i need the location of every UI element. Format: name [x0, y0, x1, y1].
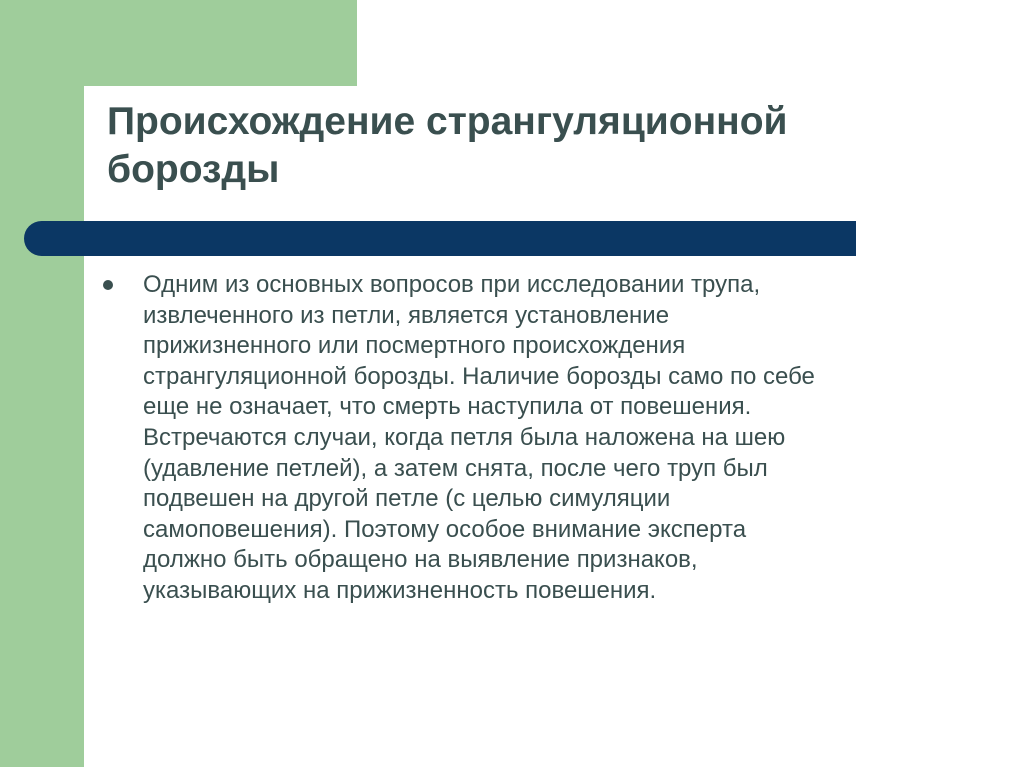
- slide-title-line-2: борозды: [107, 148, 280, 191]
- green-accent-left: [0, 0, 84, 767]
- bullet-line: должно быть обращено на выявление признаков,: [143, 546, 698, 574]
- bullet-line: Одним из основных вопросов при исследовании трупа,: [143, 271, 761, 298]
- title-divider-bar: [24, 221, 856, 256]
- bullet-line: извлеченного из петли, является установление: [143, 301, 670, 329]
- slide-title-line-1: Происхождение странгуляционной: [107, 100, 788, 143]
- bullet-line: указывающих на прижизненность повешения.: [143, 576, 657, 604]
- bullet-line: Встречаются случаи, когда петля была наложена на шею: [143, 423, 786, 451]
- bullet-line: самоповешения). Поэтому особое внимание эксперта: [143, 515, 747, 543]
- bullet-line: подвешен на другой петле (с целью симуляции: [143, 485, 671, 513]
- bullet-line: прижизненного или посмертного происхождения: [143, 332, 686, 360]
- bullet-line: (удавление петлей), а затем снята, после чего труп был: [143, 454, 768, 482]
- bullet-dot-icon: [103, 280, 113, 290]
- bullet-line: еще не означает, что смерть наступила от повешения.: [143, 393, 752, 421]
- bullet-line: странгуляционной борозды. Наличие борозды само по себе: [143, 362, 815, 390]
- slide-title: [107, 98, 967, 194]
- bullet-paragraph: [143, 270, 963, 607]
